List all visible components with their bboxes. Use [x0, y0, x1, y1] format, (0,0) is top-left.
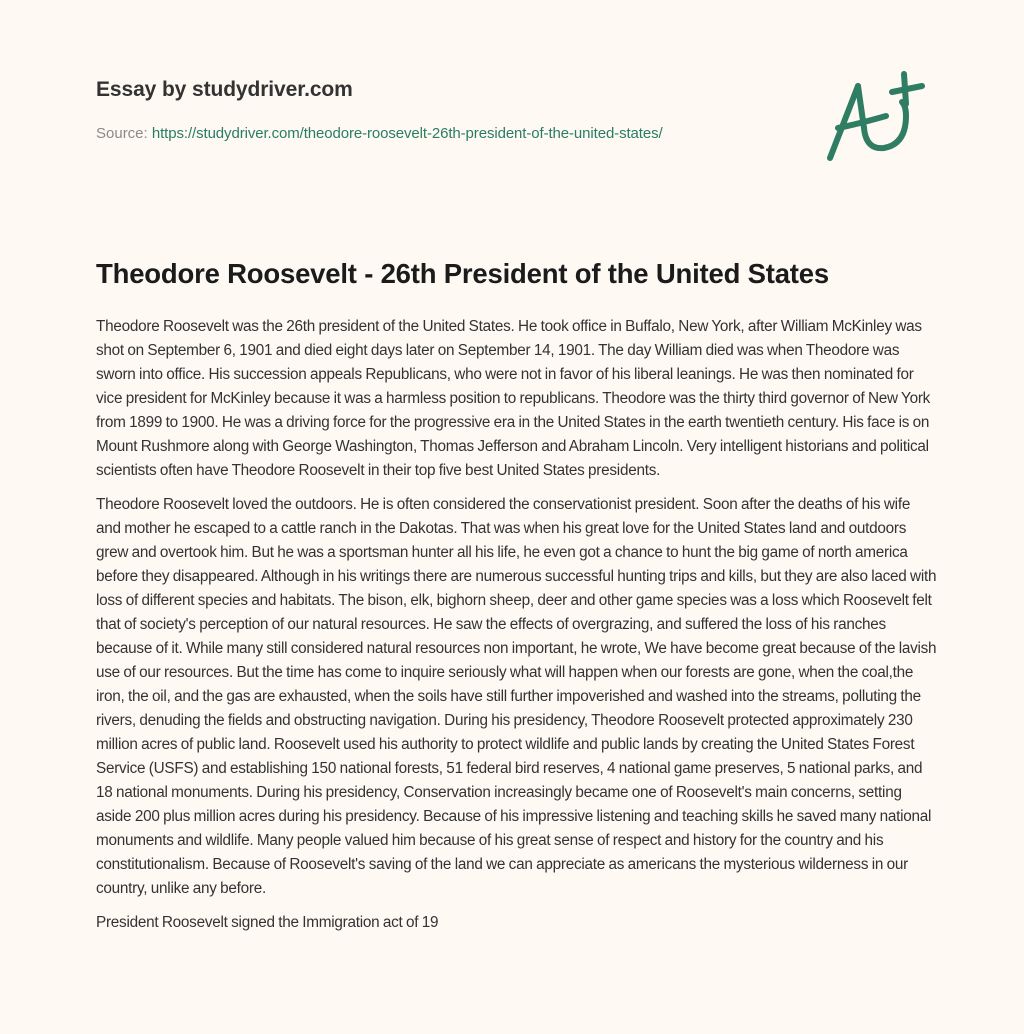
paragraph: Theodore Roosevelt loved the outdoors. He is often considered the conservationist president. Soon after the deaths of his wife and mother he escaped to a cattle ranch in the Dakotas. That was when his great love for the United States land and outdoors grew and overtook him. But he was a sportsman hunter all his life, he even got a chance to hunt the big game of north america before they disappeared. Although in his writings there are numerous successful hunting trips and kills, but they are also laced with loss of different species and habitats. The bison, elk, bighorn sheep, deer and other game species was a loss which Roosevelt felt that of society's perception of our natural resources. He saw the effects of overgrazing, and suffered the loss of his ranches because of it. While many still considered natural resources non important, he wrote, We have become great because of the lavish use of our resources. But the time has come to inquire seriously what will happen when our forests are gone, when the coal,the iron, the oil, and the gas are exhausted, when the soils have still further impoverished and washed into the streams, polluting the rivers, denuding the fields and obstructing navigation. During his presidency, Theodore Roosevelt protected approximately 230 million acres of public land. Roosevelt used his authority to protect wildlife and public lands by creating the United States Forest Service (USFS) and establishing 150 national forests, 51 federal bird reserves, 4 national game preserves, 5 national parks, and 18 national monuments. During his presidency, Conservation increasingly became one of Roosevelt's main concerns, setting aside 200 plus million acres during his presidency. Because of his impressive listening and teaching skills he saved many national monuments and wildlife. Many people valued him because of his great sense of respect and history for the country and his constitutionalism. Because of Roosevelt's saving of the land we can appreciate as americans the mysterious wilderness in our country, unlike any before. [96, 496, 937, 897]
paragraph: President Roosevelt signed the Immigration act of 19 [96, 914, 439, 931]
paragraph: Theodore Roosevelt was the 26th president of the United States. He took office in Buffalo, New York, after William McKinley was shot on September 6, 1901 and died eight days later on September 14, 1901. The day William died was when Theodore was sworn into office. His succession appeals Republicans, who were not in favor of his liberal leanings. He was then nominated for vice president for McKinley because it was a harmless position to republicans. Theodore was the thirty third governor of New York from 1899 to 1900. He was a driving force for the progressive era in the United States in the earth twentieth century. His face is on Mount Rushmore along with George Washington, Thomas Jefferson and Abraham Lincoln. Very intelligent historians and political scientists often have Theodore Roosevelt in their top five best United States presidents. [96, 318, 931, 479]
source-link[interactable]: https://studydriver.com/theodore-roosevelt-26th-president-of-the-united-states/ [151, 125, 663, 142]
a-plus-grade-icon [818, 66, 933, 166]
source-label: Source: [96, 125, 152, 142]
essay-header [96, 76, 796, 142]
article-body [96, 315, 938, 945]
brand-title: Essay by studydriver.com [96, 78, 353, 101]
source-line [96, 124, 663, 144]
article-title: Theodore Roosevelt - 26th President of the United States [96, 258, 829, 289]
